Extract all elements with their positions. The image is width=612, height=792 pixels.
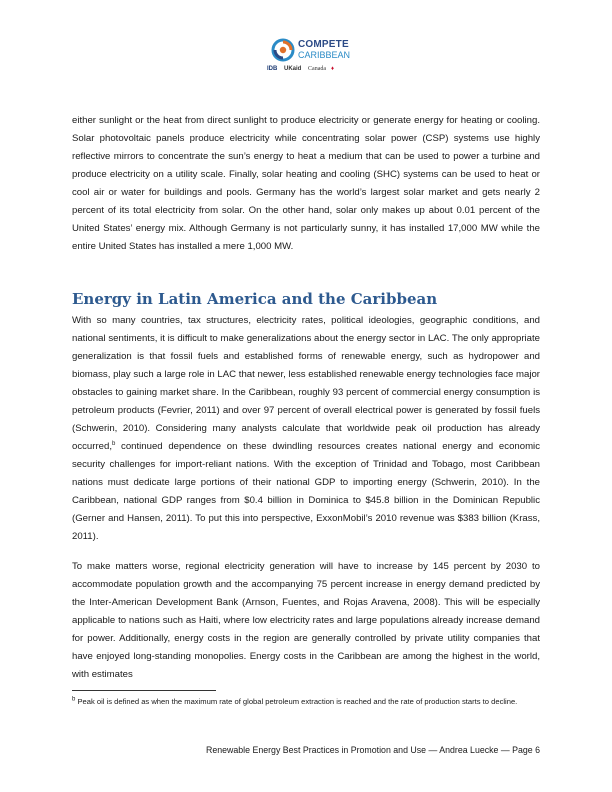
partner-idb: IDB — [267, 66, 278, 72]
partner-ukaid: UKaid — [284, 66, 302, 72]
paragraph-2-part-1: With so many countries, tax structures, electricity rates, political ideologies, geographic conditions, and national sentiments, it is difficult to make generalizations about the energy sector in LAC. The only appropriate generalization is that fossil fuels and established forms of renewable energy, such as hydropower and biomass, play such a large role in LAC that newer, less established renewable energy technologies face major obstacles to gaining market share. In the Caribbean, roughly 93 percent of commercial energy consumption is petroleum products (Fevrier, 2011) and over 97 percent of overall electrical power is generated by fossil fuels (Schwerin, 2010). Considering many analysts calculate that worldwide peak oil production has already occurred, — [72, 315, 540, 452]
footnote-divider — [72, 690, 216, 691]
partner-logos — [267, 66, 355, 76]
page-footer: Renewable Energy Best Practices in Promotion and Use — Andrea Luecke — Page 6 — [206, 745, 540, 755]
compete-caribbean-logo-icon — [271, 38, 295, 62]
section-heading: Energy in Latin America and the Caribbean — [72, 290, 438, 308]
partner-canada: Canada — [308, 66, 327, 72]
logo-line2: CARIBBEAN — [298, 50, 351, 60]
footnote-text: Peak oil is defined as when the maximum rate of global petroleum extraction is reached and the rate of production starts to decline. — [75, 697, 518, 706]
header-logo — [262, 38, 352, 78]
body-paragraph-3: To make matters worse, regional electricity generation will have to increase by 145 percent by 2030 to accommodate population growth and the accompanying 75 percent increase in energy demand predicted by the Inter-American Development Bank (Arnson, Fuentes, and Rojas Aravena, 2008). This will be especially applicable to nations such as Haiti, where low electricity rates and large populations already increase demand for power. Additionally, energy costs in the region are generally controlled by private utility companies that have enjoyed long-standing monopolies. Energy costs in the Caribbean are among the highest in the world, with estimates — [72, 561, 540, 680]
body-paragraph-2 — [72, 312, 540, 546]
logo-wordmark — [298, 40, 350, 60]
paragraph-2-part-2: continued dependence on these dwindling resources creates national energy and economic security challenges for import-reliant nations. With the exception of Trinidad and Tobago, most Caribbean nations must dedicate large portions of their national GDP to importing energy (Schwerin, 2010). In the Caribbean, national GDP ranges from $0.4 billion in Dominica to $45.8 billion in the Dominican Republic (Gerner and Hansen, 2011). To put this into perspective, ExxonMobil’s 2010 revenue was $383 billion (Krass, 2011). — [72, 441, 540, 542]
footnote-reference[interactable]: b — [112, 440, 116, 447]
body-paragraph-1: either sunlight or the heat from direct sunlight to produce electricity or generate energy for heating or cooling. Solar photovoltaic panels produce electricity while concentrating solar power (CSP) systems use highly reflective mirrors to concentrate the sun’s energy to heat a medium that can be used to power a turbine and produce electricity on a utility scale. Finally, solar heating and cooling (SHC) systems can be used to heat or cool air or water for buildings and pools. Germany has the world’s largest solar market and gets nearly 2 percent of its total electricity from solar. On the other hand, solar only makes up about 0.01 percent of the United States’ energy mix. Although Germany is not particularly sunny, it has installed 17,000 MW while the entire United States has installed a mere 1,000 MW. — [72, 115, 540, 252]
maple-leaf-icon: ♦ — [331, 66, 335, 72]
logo-line1: COMPETE — [298, 39, 349, 50]
footnote — [72, 696, 540, 708]
footnote-marker: b — [72, 696, 76, 703]
